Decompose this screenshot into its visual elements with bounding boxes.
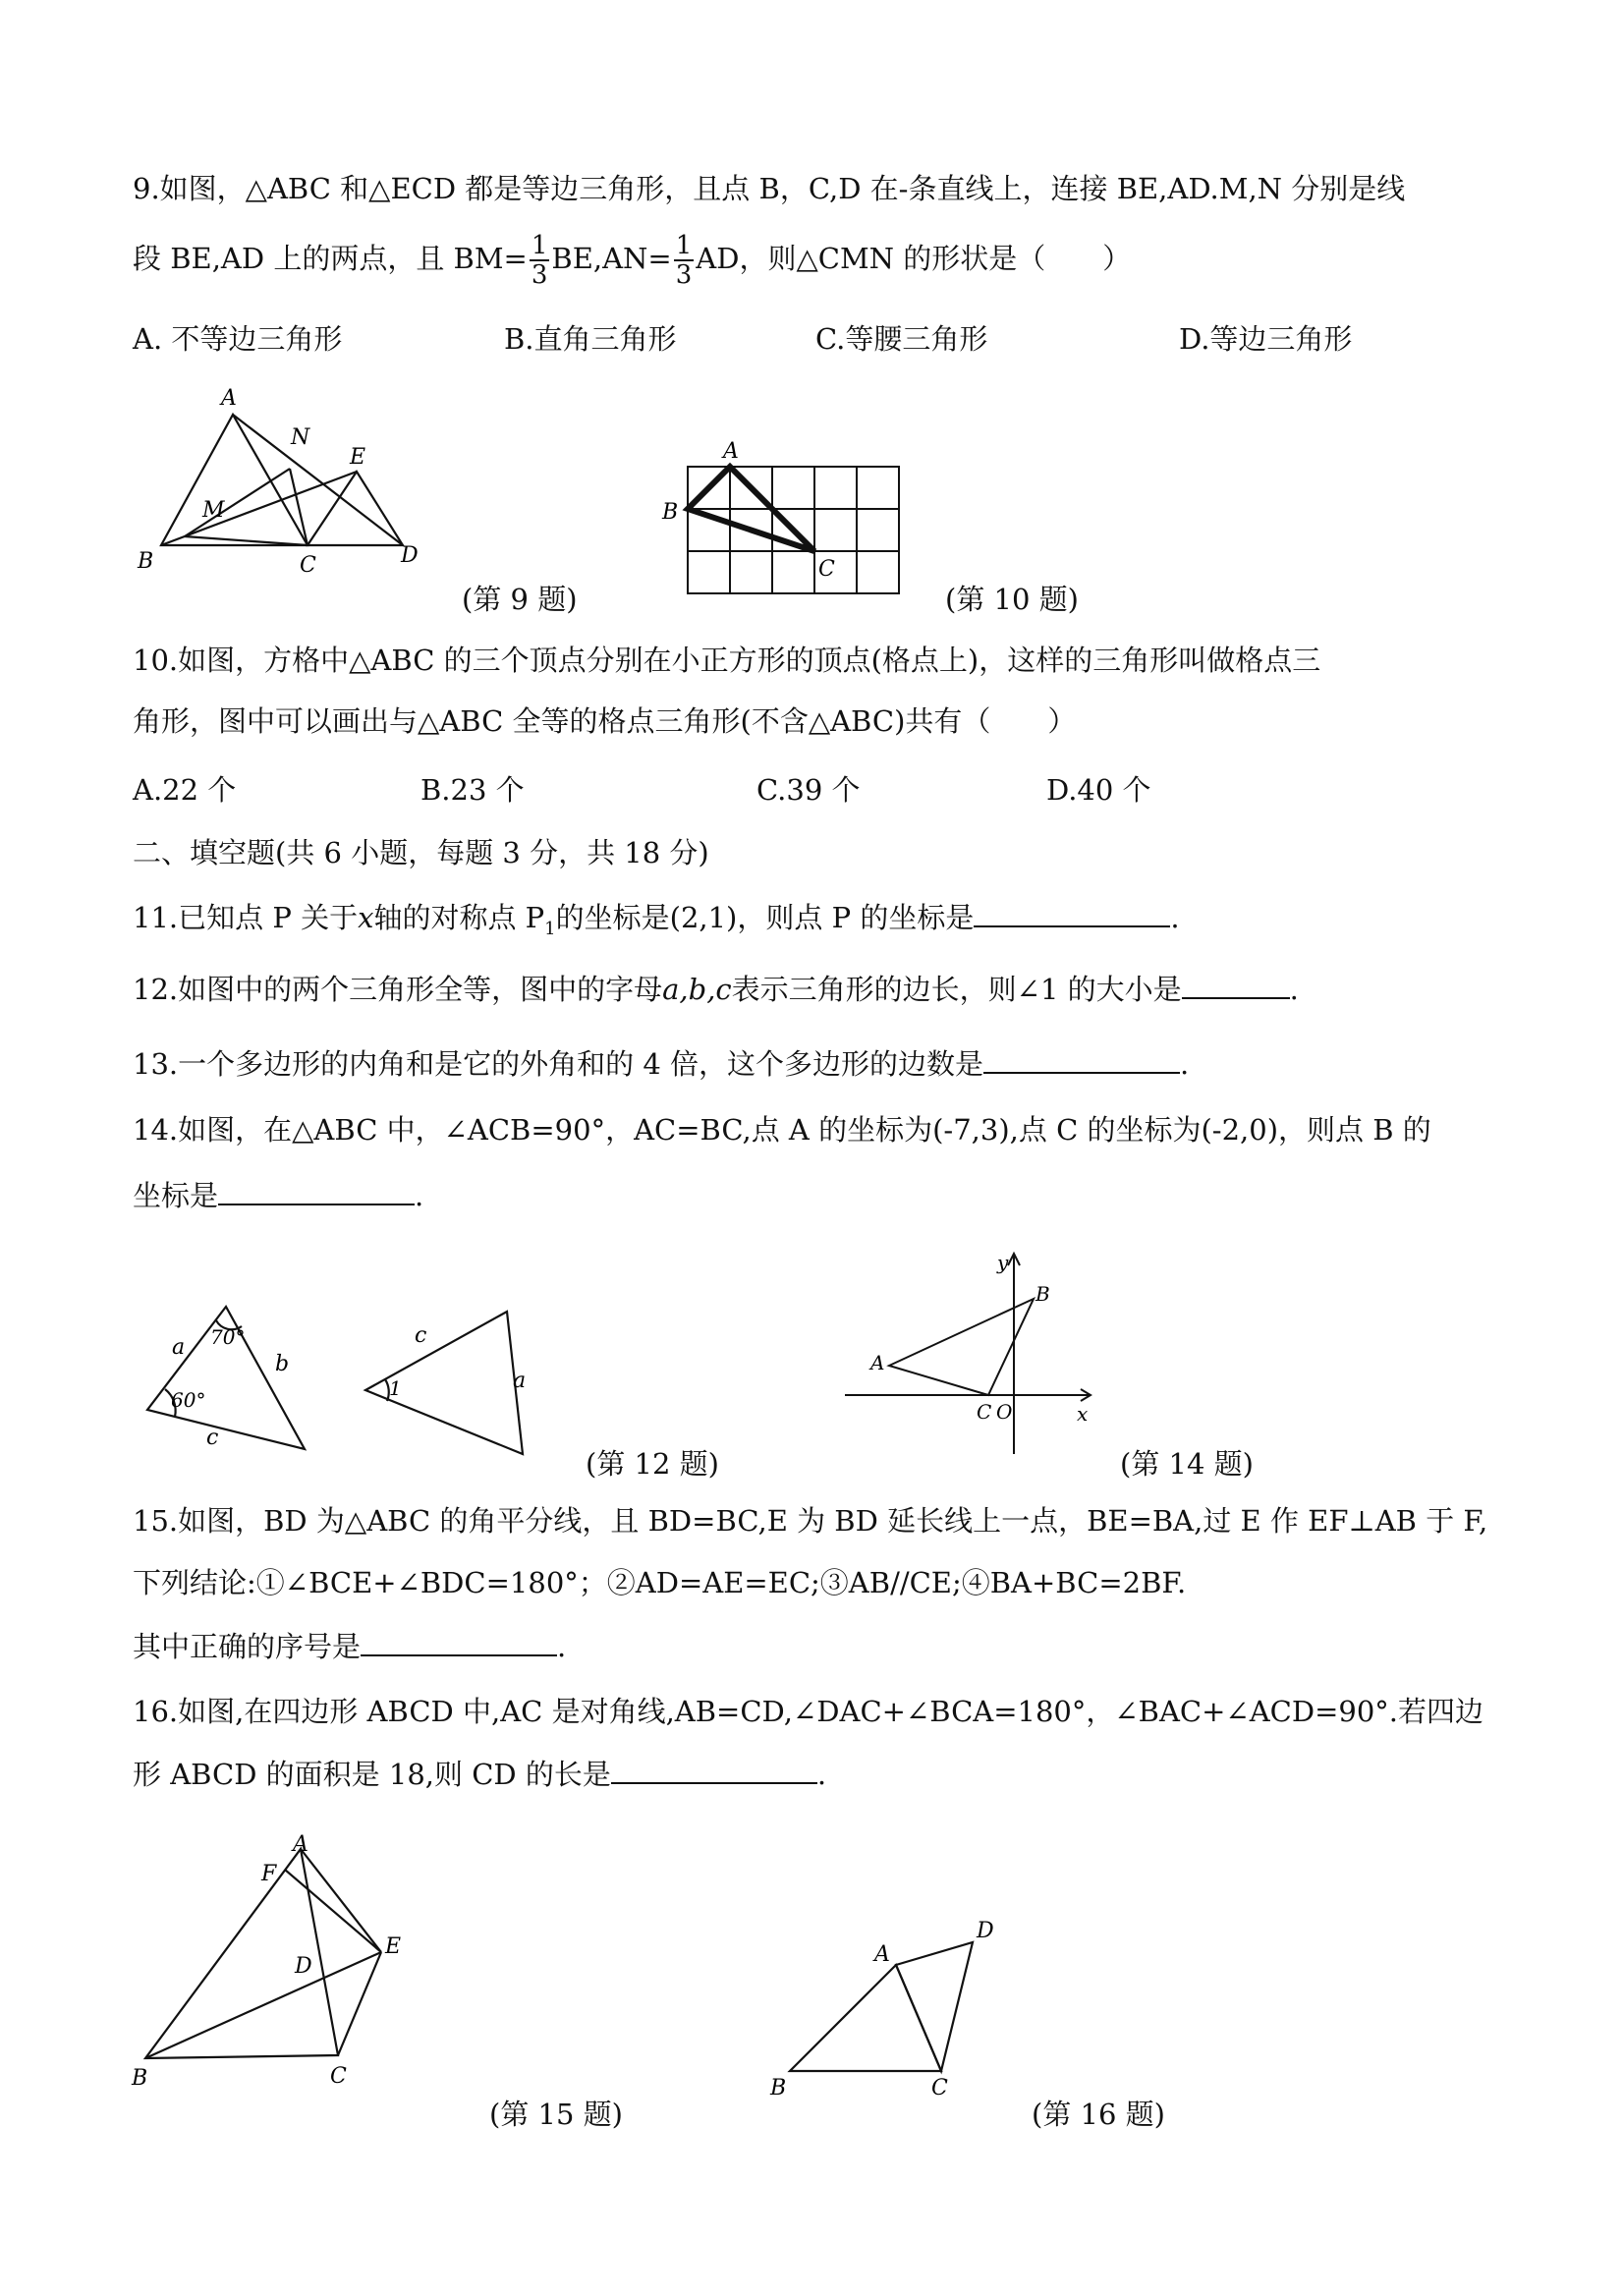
fig15-label-d: D xyxy=(295,1954,312,1979)
q15-line3 xyxy=(133,1627,566,1666)
q16-answer-blank[interactable] xyxy=(611,1755,817,1784)
q13-text: 13.一个多边形的内角和是它的外角和的 4 倍，这个多边形的边数是 xyxy=(133,1047,984,1081)
figure-9 xyxy=(128,383,442,580)
q9-line2-mid: BE,AN= xyxy=(551,242,672,275)
fig16-label-b: B xyxy=(770,2076,787,2100)
q10-option-d: D.40 个 xyxy=(1046,773,1151,807)
q11-x-var: x xyxy=(358,901,374,934)
q10-line2: 角形，图中可以画出与△ABC 全等的格点三角形(不含△ABC)共有（ ） xyxy=(133,704,1077,738)
fig9-label-n: N xyxy=(291,425,310,450)
fraction-one-third: $\frac{1}{3}$ xyxy=(675,231,693,290)
q13 xyxy=(133,1044,1189,1084)
fig9-label-c: C xyxy=(300,553,316,578)
fig12-left-label-b: b xyxy=(275,1352,290,1376)
fig12-left-label-a: a xyxy=(172,1335,186,1360)
q14-end: . xyxy=(415,1179,424,1212)
q14-line1: 14.如图，在△ABC 中，∠ACB=90°，AC=BC,点 A 的坐标为(-7,3),点 C 的坐标为(-2,0)，则点 B 的 xyxy=(133,1113,1431,1147)
q11-post: 的坐标是(2,1)，则点 P 的坐标是 xyxy=(555,901,975,934)
q9-option-b: B.直角三角形 xyxy=(504,322,677,356)
fig9-label-b: B xyxy=(138,549,154,574)
q14-line2-text: 坐标是 xyxy=(133,1179,219,1212)
q15-end: . xyxy=(557,1630,567,1663)
figure-12 xyxy=(138,1297,550,1464)
q11-sub: 1 xyxy=(544,918,556,939)
fig12-caption: (第 12 题) xyxy=(586,1447,719,1481)
fig12-right-label-a: a xyxy=(513,1369,527,1393)
q15-line3-text: 其中正确的序号是 xyxy=(133,1630,362,1663)
fig14-label-o: O xyxy=(996,1400,1013,1424)
fig10-label-c: C xyxy=(818,557,835,582)
figure-14 xyxy=(845,1248,1100,1464)
fig15-label-b: B xyxy=(132,2066,148,2091)
fig10-label-a: A xyxy=(723,439,739,464)
q15-line2: 下列结论:①∠BCE+∠BDC=180°；②AD=AE=EC;③AB//CE;④BA+BC=2BF. xyxy=(133,1566,1187,1599)
q9-line2-pre: 段 BE,AD 上的两点，且 BM= xyxy=(133,242,528,275)
fig15-caption: (第 15 题) xyxy=(489,2098,623,2131)
q9-line1: 9.如图，△ABC 和△ECD 都是等边三角形，且点 B，C,D 在-条直线上，连接 BE,AD.M,N 分别是线 xyxy=(133,172,1406,205)
figure-15 xyxy=(128,1832,422,2093)
fig12-angle-70: 70° xyxy=(210,1325,246,1349)
fig12-angle-1: 1 xyxy=(389,1376,402,1400)
q12-answer-blank[interactable] xyxy=(1182,970,1290,999)
q11-answer-blank[interactable] xyxy=(974,898,1170,927)
q16-line1: 16.如图,在四边形 ABCD 中,AC 是对角线,AB=CD,∠DAC+∠BCA=180°，∠BAC+∠ACD=90°.若四边 xyxy=(133,1695,1484,1728)
q9-line2 xyxy=(133,232,1131,289)
fig14-label-a: A xyxy=(870,1351,885,1374)
fig16-label-d: D xyxy=(977,1919,994,1943)
q10-line1: 10.如图，方格中△ABC 的三个顶点分别在小正方形的顶点(格点上)，这样的三角形叫做格点三 xyxy=(133,644,1321,677)
q9-option-c: C.等腰三角形 xyxy=(815,322,988,356)
fig9-label-e: E xyxy=(350,445,366,470)
q12-post: 表示三角形的边长，则∠1 的大小是 xyxy=(731,973,1182,1006)
q9-line2-post: AD，则△CMN 的形状是（ ） xyxy=(696,242,1132,275)
q14-line2 xyxy=(133,1176,423,1215)
q11-end: . xyxy=(1170,901,1180,934)
q11-pre: 11.已知点 P 关于 xyxy=(133,901,359,934)
fig9-label-m: M xyxy=(202,498,225,523)
fig9-caption: (第 9 题) xyxy=(462,583,578,616)
fig14-label-c: C xyxy=(977,1400,992,1424)
q16-line2 xyxy=(133,1755,826,1794)
q12 xyxy=(133,970,1299,1009)
fig12-angle-60: 60° xyxy=(171,1388,206,1412)
section-2-heading: 二、填空题(共 6 小题，每题 3 分，共 18 分) xyxy=(133,836,709,869)
fig16-label-a: A xyxy=(874,1942,890,1967)
fig10-label-b: B xyxy=(662,500,679,525)
fig14-label-y: y xyxy=(997,1251,1009,1274)
fig14-label-b: B xyxy=(1035,1282,1050,1306)
fig16-caption: (第 16 题) xyxy=(1032,2098,1165,2131)
fig9-label-a: A xyxy=(221,386,237,411)
q12-pre: 12.如图中的两个三角形全等，图中的字母 xyxy=(133,973,663,1006)
q12-end: . xyxy=(1289,973,1299,1006)
fig15-label-f: F xyxy=(261,1862,277,1886)
fig10-caption: (第 10 题) xyxy=(945,583,1079,616)
q16-line2-text: 形 ABCD 的面积是 18,则 CD 的长是 xyxy=(133,1758,611,1791)
q15-answer-blank[interactable] xyxy=(361,1627,557,1656)
q9-option-d: D.等边三角形 xyxy=(1179,322,1353,356)
q16-end: . xyxy=(816,1758,827,1791)
q13-answer-blank[interactable] xyxy=(983,1044,1180,1074)
fig9-label-d: D xyxy=(401,543,419,568)
q10-option-c: C.39 个 xyxy=(756,773,861,807)
fig14-label-x: x xyxy=(1077,1402,1089,1426)
fig15-label-e: E xyxy=(385,1934,402,1959)
fig14-caption: (第 14 题) xyxy=(1120,1447,1254,1481)
fig16-label-c: C xyxy=(931,2076,948,2100)
q10-option-a: A.22 个 xyxy=(133,773,237,807)
q13-end: . xyxy=(1180,1047,1190,1081)
fraction-one-third: $\frac{1}{3}$ xyxy=(531,231,548,290)
fig12-right-label-c: c xyxy=(415,1323,427,1348)
fig12-left-label-c: c xyxy=(206,1426,219,1450)
q14-answer-blank[interactable] xyxy=(218,1176,415,1205)
q10-option-b: B.23 个 xyxy=(420,773,525,807)
q11-mid: 轴的对称点 P xyxy=(373,901,545,934)
fig15-label-c: C xyxy=(330,2064,347,2089)
figure-16 xyxy=(756,1906,1012,2102)
q12-letters: a,b,c xyxy=(662,973,732,1006)
q15-line1: 15.如图，BD 为△ABC 的角平分线，且 BD=BC,E 为 BD 延长线上一点，BE=BA,过 E 作 EF⊥AB 于 F, xyxy=(133,1504,1488,1538)
figure-10 xyxy=(648,432,904,599)
q9-option-a: A. 不等边三角形 xyxy=(133,322,343,356)
q11 xyxy=(133,898,1180,949)
fig15-label-a: A xyxy=(293,1832,308,1857)
